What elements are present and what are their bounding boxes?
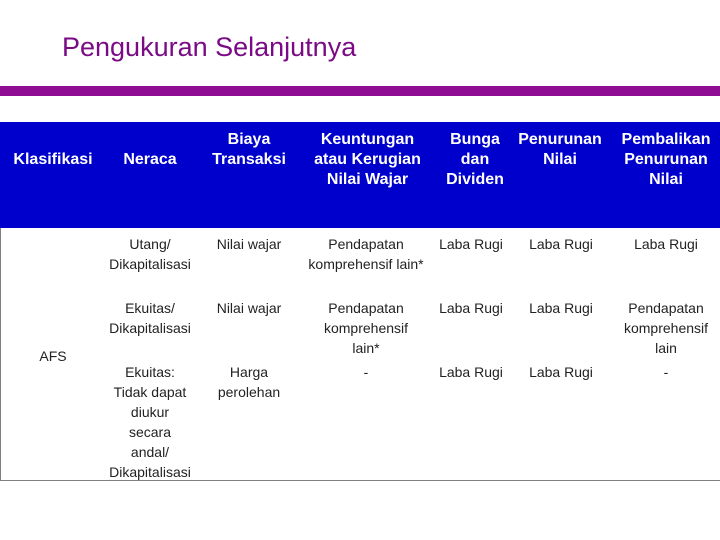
header-neraca: Neraca (123, 151, 177, 168)
row3-bunga: Laba Rugi (439, 364, 503, 380)
header-biaya-transaksi: Biaya Transaksi (212, 131, 286, 168)
row1-neraca: Utang/ Dikapitalisasi (109, 236, 191, 272)
header-penurunan-nilai: Penurunan Nilai (518, 131, 602, 168)
row3-penurunan: Laba Rugi (529, 364, 593, 380)
row1-pembalikan: Laba Rugi (634, 236, 698, 252)
header-pembalikan-penurunan: Pembalikan Penurunan Nilai (621, 131, 711, 188)
table-left-border (0, 228, 1, 481)
row1-penurunan: Laba Rugi (529, 236, 593, 252)
row3-pembalikan: - (663, 364, 669, 380)
row2-bunga: Laba Rugi (439, 300, 503, 316)
row1-bunga: Laba Rugi (439, 236, 503, 252)
row1-biaya: Nilai wajar (216, 236, 282, 252)
table-header (0, 122, 720, 228)
title-divider (0, 86, 720, 96)
row1-keuntungan: Pendapatan komprehensif lain* (308, 236, 424, 272)
page-title: Pengukuran Selanjutnya (62, 32, 357, 62)
row3-biaya: Harga perolehan (217, 364, 281, 400)
row2-pembalikan: Pendapatan komprehensif lain (623, 300, 709, 356)
klasifikasi-afs: AFS (39, 348, 67, 364)
header-klasifikasi: Klasifikasi (13, 151, 93, 168)
row2-keuntungan: Pendapatan komprehensif lain* (323, 300, 409, 356)
row2-biaya: Nilai wajar (216, 300, 282, 316)
row3-keuntungan: - (363, 364, 369, 380)
header-bunga-dividen: Bunga dan Dividen (446, 131, 504, 188)
row2-neraca: Ekuitas/ Dikapitalisasi (109, 300, 191, 336)
row3-neraca: Ekuitas: Tidak dapat diukur secara andal/ Dikapitalisasi (109, 364, 191, 480)
row2-penurunan: Laba Rugi (529, 300, 593, 316)
header-keuntungan-kerugian: Keuntungan atau Kerugian Nilai Wajar (314, 131, 421, 188)
